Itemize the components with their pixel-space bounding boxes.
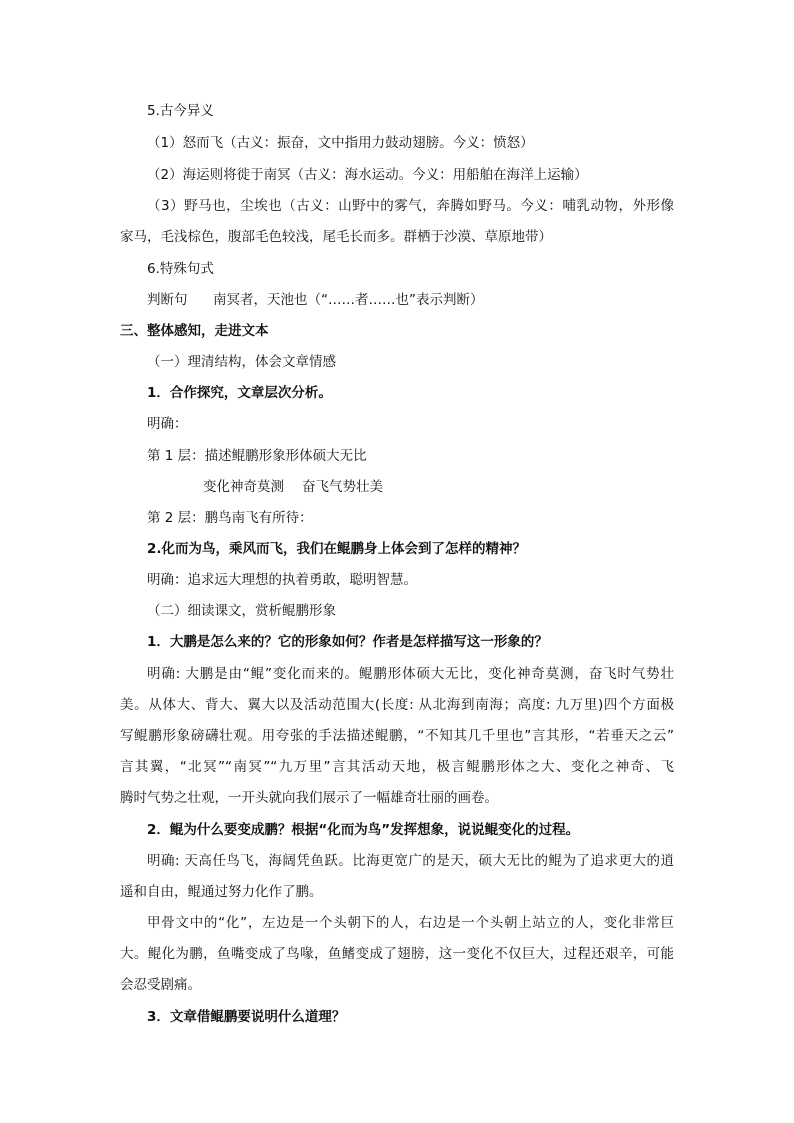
label-judgment-sentence: 判断句 xyxy=(147,292,188,308)
question-heading: 1．合作探究，文章层次分析。 xyxy=(147,385,332,401)
question-heading: 2．鲲为什么要变成鹏？根据“化而为鸟”发挥想象，说说鲲变化的过程。 xyxy=(147,822,580,838)
text-line: 言其翼，“北冥”“南冥”“九万里”言其活动天地，极言鲲鹏形体之大、变化之神奇、飞 xyxy=(120,759,674,775)
text-line: 甲骨文中的“化”，左边是一个头朝下的人，右边是一个头朝上站立的人，变化非常巨 xyxy=(147,915,674,931)
text-line: 会忍受剧痛。 xyxy=(120,977,201,993)
answer-label: 明确： xyxy=(147,416,188,432)
question-heading: 2.化而为鸟，乘风而飞，我们在鲲鹏身上体会到了怎样的精神？ xyxy=(147,541,527,557)
text-line: 家马，毛浅棕色，腹部毛色较浅，尾毛长而多。群栖于沙漠、草原地带） xyxy=(120,229,552,245)
section-heading-special-sentences: 6.特殊句式 xyxy=(147,261,214,277)
text-line: 奋飞气势壮美 xyxy=(302,479,383,495)
text-line: 腾时气势之壮观，一开头就向我们展示了一幅雄奇壮丽的画卷。 xyxy=(120,790,498,806)
text-line: 第 2 层：鹏鸟南飞有所待： xyxy=(147,510,313,526)
text-line: 南冥者，天池也（“……者……也”表示判断） xyxy=(213,292,484,308)
text-line: 明确: 大鹏是由“鲲”变化而来的。鲲鹏形体硕大无比，变化神奇莫测，奋飞时气势壮 xyxy=(147,666,674,682)
text-line: 写鲲鹏形象磅礴壮观。用夸张的手法描述鲲鹏，“不知其几千里也”言其形，“若垂天之云” xyxy=(120,728,674,744)
text-line: 第 1 层：描述鲲鹏形象形体硕大无比 xyxy=(147,448,367,464)
text-line: 美。从体大、背大、翼大以及活动范围大(长度: 从北海到南海；高度: 九万里)四个方面极 xyxy=(120,697,674,713)
question-heading: 1．大鹏是怎么来的？它的形象如何？作者是怎样描写这一形象的？ xyxy=(147,634,548,650)
text-line: 遥和自由，鲲通过努力化作了鹏。 xyxy=(120,884,323,900)
subsection-heading: （二）细读课文，赏析鲲鹏形象 xyxy=(147,603,336,619)
text-line: 大。鲲化为鹏，鱼嘴变成了鸟喙，鱼鳍变成了翅膀，这一变化不仅巨大，过程还艰辛，可能 xyxy=(120,946,674,962)
text-line: （2）海运则将徙于南冥（古义：海水运动。今义：用船舶在海洋上运输） xyxy=(147,167,588,183)
question-heading: 3．文章借鲲鹏要说明什么道理？ xyxy=(147,1009,346,1025)
text-line: 明确: 天高任鸟飞，海阔凭鱼跃。比海更宽广的是天，硕大无比的鲲为了追求更大的逍 xyxy=(147,853,674,869)
text-line: （1）怒而飞（古义：振奋，文中指用力鼓动翅膀。今义：愤怒） xyxy=(147,135,534,151)
subsection-heading: （一）理清结构，体会文章情感 xyxy=(147,354,336,370)
section-heading-overall-perception: 三、整体感知，走进文本 xyxy=(120,323,269,339)
text-line: 明确：追求远大理想的执着勇敢，聪明智慧。 xyxy=(147,572,417,588)
text-line: 变化神奇莫测 xyxy=(203,479,284,495)
section-heading-ancient-modern-meanings: 5.古今异义 xyxy=(147,103,214,119)
text-line: （3）野马也，尘埃也（古义：山野中的雾气，奔腾如野马。今义：哺乳动物，外形像 xyxy=(147,198,674,214)
